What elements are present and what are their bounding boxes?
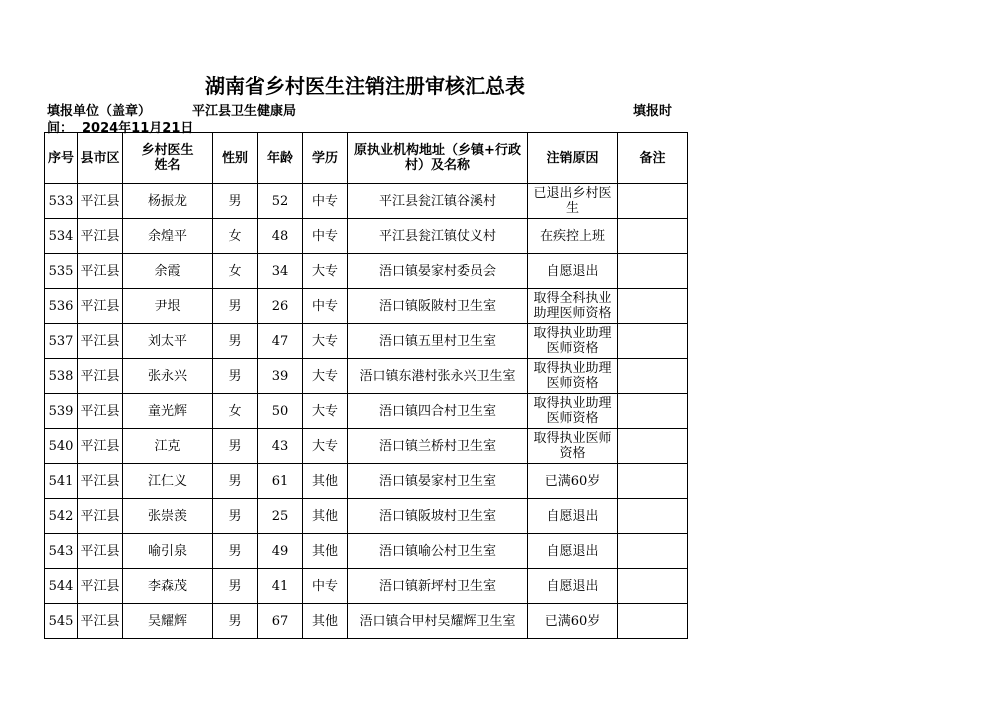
cell-reason: 取得全科执业助理医师资格 xyxy=(528,289,618,324)
table-row xyxy=(45,254,688,289)
header-address: 原执业机构地址（乡镇+行政村）及名称 xyxy=(348,133,528,184)
cell-gender: 男 xyxy=(213,604,258,639)
header-note: 备注 xyxy=(618,133,688,184)
cell-reason: 已满60岁 xyxy=(528,604,618,639)
cell-county: 平江县 xyxy=(78,394,123,429)
cell-name: 吴耀辉 xyxy=(123,604,213,639)
cell-age: 47 xyxy=(258,324,303,359)
cell-note xyxy=(618,569,688,604)
header-seq: 序号 xyxy=(45,133,78,184)
cell-seq: 539 xyxy=(45,394,78,429)
cell-note xyxy=(618,324,688,359)
cell-gender: 女 xyxy=(213,254,258,289)
table-row xyxy=(45,429,688,464)
cell-seq: 537 xyxy=(45,324,78,359)
header-gender: 性别 xyxy=(213,133,258,184)
cell-address: 浯口镇阪坡村卫生室 xyxy=(348,499,528,534)
page-title: 湖南省乡村医生注销注册审核汇总表 xyxy=(205,74,525,98)
cell-reason: 取得执业助理医师资格 xyxy=(528,324,618,359)
cell-edu: 大专 xyxy=(303,254,348,289)
cell-address: 浯口镇晏家村委员会 xyxy=(348,254,528,289)
cell-gender: 男 xyxy=(213,289,258,324)
cell-note xyxy=(618,499,688,534)
org-name: 平江县卫生健康局 xyxy=(192,104,297,119)
cell-edu: 中专 xyxy=(303,184,348,219)
cell-address: 浯口镇兰桥村卫生室 xyxy=(348,429,528,464)
cell-seq: 535 xyxy=(45,254,78,289)
cell-edu: 其他 xyxy=(303,499,348,534)
cell-age: 52 xyxy=(258,184,303,219)
cell-address: 浯口镇喻公村卫生室 xyxy=(348,534,528,569)
cell-address: 浯口镇东港村张永兴卫生室 xyxy=(348,359,528,394)
cell-age: 39 xyxy=(258,359,303,394)
table-row xyxy=(45,394,688,429)
header-name: 乡村医生姓名 xyxy=(123,133,213,184)
cell-age: 25 xyxy=(258,499,303,534)
table-row xyxy=(45,499,688,534)
cell-address: 浯口镇新坪村卫生室 xyxy=(348,569,528,604)
cell-address: 浯口镇晏家村卫生室 xyxy=(348,464,528,499)
cell-county: 平江县 xyxy=(78,289,123,324)
cell-county: 平江县 xyxy=(78,464,123,499)
cell-edu: 中专 xyxy=(303,289,348,324)
cell-address: 平江县瓮江镇谷溪村 xyxy=(348,184,528,219)
table-row xyxy=(45,219,688,254)
cell-age: 34 xyxy=(258,254,303,289)
header-county: 县市区 xyxy=(78,133,123,184)
cell-reason: 取得执业助理医师资格 xyxy=(528,359,618,394)
cell-name: 余霞 xyxy=(123,254,213,289)
cell-county: 平江县 xyxy=(78,254,123,289)
cell-county: 平江县 xyxy=(78,569,123,604)
cell-gender: 男 xyxy=(213,184,258,219)
cell-name: 张永兴 xyxy=(123,359,213,394)
cell-note xyxy=(618,184,688,219)
cell-age: 67 xyxy=(258,604,303,639)
cell-gender: 男 xyxy=(213,429,258,464)
cell-reason: 自愿退出 xyxy=(528,534,618,569)
cell-seq: 536 xyxy=(45,289,78,324)
cell-address: 浯口镇五里村卫生室 xyxy=(348,324,528,359)
cell-age: 49 xyxy=(258,534,303,569)
cell-age: 50 xyxy=(258,394,303,429)
cell-reason: 已退出乡村医生 xyxy=(528,184,618,219)
cell-reason: 自愿退出 xyxy=(528,499,618,534)
cell-county: 平江县 xyxy=(78,324,123,359)
cell-gender: 男 xyxy=(213,324,258,359)
table-row xyxy=(45,569,688,604)
cell-note xyxy=(618,254,688,289)
fill-date: 2024年11月21日 xyxy=(82,121,194,136)
header-row xyxy=(45,133,688,184)
cell-note xyxy=(618,464,688,499)
time-label: 填报时 xyxy=(633,104,673,119)
cell-note xyxy=(618,429,688,464)
cell-name: 杨振龙 xyxy=(123,184,213,219)
cell-seq: 540 xyxy=(45,429,78,464)
cell-edu: 中专 xyxy=(303,219,348,254)
cell-seq: 545 xyxy=(45,604,78,639)
cell-reason: 取得执业医师资格 xyxy=(528,429,618,464)
cell-name: 李森茂 xyxy=(123,569,213,604)
cell-edu: 大专 xyxy=(303,394,348,429)
cell-name: 江仁义 xyxy=(123,464,213,499)
header-age: 年龄 xyxy=(258,133,303,184)
cell-note xyxy=(618,219,688,254)
cell-address: 浯口镇四合村卫生室 xyxy=(348,394,528,429)
cell-county: 平江县 xyxy=(78,429,123,464)
cell-name: 刘太平 xyxy=(123,324,213,359)
cell-gender: 男 xyxy=(213,499,258,534)
cell-note xyxy=(618,534,688,569)
cell-county: 平江县 xyxy=(78,499,123,534)
cell-county: 平江县 xyxy=(78,184,123,219)
cell-seq: 534 xyxy=(45,219,78,254)
cell-address: 平江县瓮江镇仗义村 xyxy=(348,219,528,254)
unit-label: 填报单位（盖章） xyxy=(47,104,152,119)
cell-gender: 男 xyxy=(213,464,258,499)
cell-edu: 中专 xyxy=(303,569,348,604)
cell-age: 61 xyxy=(258,464,303,499)
cell-gender: 女 xyxy=(213,394,258,429)
cell-edu: 其他 xyxy=(303,604,348,639)
cell-name: 童光辉 xyxy=(123,394,213,429)
cell-note xyxy=(618,289,688,324)
cell-reason: 已满60岁 xyxy=(528,464,618,499)
cell-age: 41 xyxy=(258,569,303,604)
cell-note xyxy=(618,604,688,639)
table-row xyxy=(45,464,688,499)
cell-gender: 男 xyxy=(213,569,258,604)
cell-age: 26 xyxy=(258,289,303,324)
cell-edu: 其他 xyxy=(303,534,348,569)
table-row xyxy=(45,359,688,394)
cell-gender: 女 xyxy=(213,219,258,254)
cell-name: 余煌平 xyxy=(123,219,213,254)
cell-county: 平江县 xyxy=(78,534,123,569)
cell-address: 浯口镇合甲村吴耀辉卫生室 xyxy=(348,604,528,639)
table-row xyxy=(45,324,688,359)
cell-edu: 大专 xyxy=(303,324,348,359)
table-row xyxy=(45,289,688,324)
cell-address: 浯口镇阪陂村卫生室 xyxy=(348,289,528,324)
cell-reason: 取得执业助理医师资格 xyxy=(528,394,618,429)
cell-county: 平江县 xyxy=(78,219,123,254)
cell-seq: 538 xyxy=(45,359,78,394)
table-row xyxy=(45,604,688,639)
cell-gender: 男 xyxy=(213,359,258,394)
cell-seq: 543 xyxy=(45,534,78,569)
table-row xyxy=(45,184,688,219)
cell-reason: 在疾控上班 xyxy=(528,219,618,254)
cell-note xyxy=(618,359,688,394)
cell-seq: 544 xyxy=(45,569,78,604)
date-prefix: 间： xyxy=(47,121,74,136)
cell-name: 张崇羡 xyxy=(123,499,213,534)
cell-age: 48 xyxy=(258,219,303,254)
cell-name: 尹垠 xyxy=(123,289,213,324)
cell-name: 喻引泉 xyxy=(123,534,213,569)
cell-reason: 自愿退出 xyxy=(528,254,618,289)
cell-county: 平江县 xyxy=(78,359,123,394)
cell-age: 43 xyxy=(258,429,303,464)
summary-table xyxy=(44,132,688,639)
header-edu: 学历 xyxy=(303,133,348,184)
cell-note xyxy=(618,394,688,429)
cell-gender: 男 xyxy=(213,534,258,569)
header-reason: 注销原因 xyxy=(528,133,618,184)
table-row xyxy=(45,534,688,569)
cell-seq: 542 xyxy=(45,499,78,534)
cell-edu: 其他 xyxy=(303,464,348,499)
cell-reason: 自愿退出 xyxy=(528,569,618,604)
cell-seq: 533 xyxy=(45,184,78,219)
cell-name: 江克 xyxy=(123,429,213,464)
cell-edu: 大专 xyxy=(303,429,348,464)
cell-county: 平江县 xyxy=(78,604,123,639)
cell-seq: 541 xyxy=(45,464,78,499)
cell-edu: 大专 xyxy=(303,359,348,394)
